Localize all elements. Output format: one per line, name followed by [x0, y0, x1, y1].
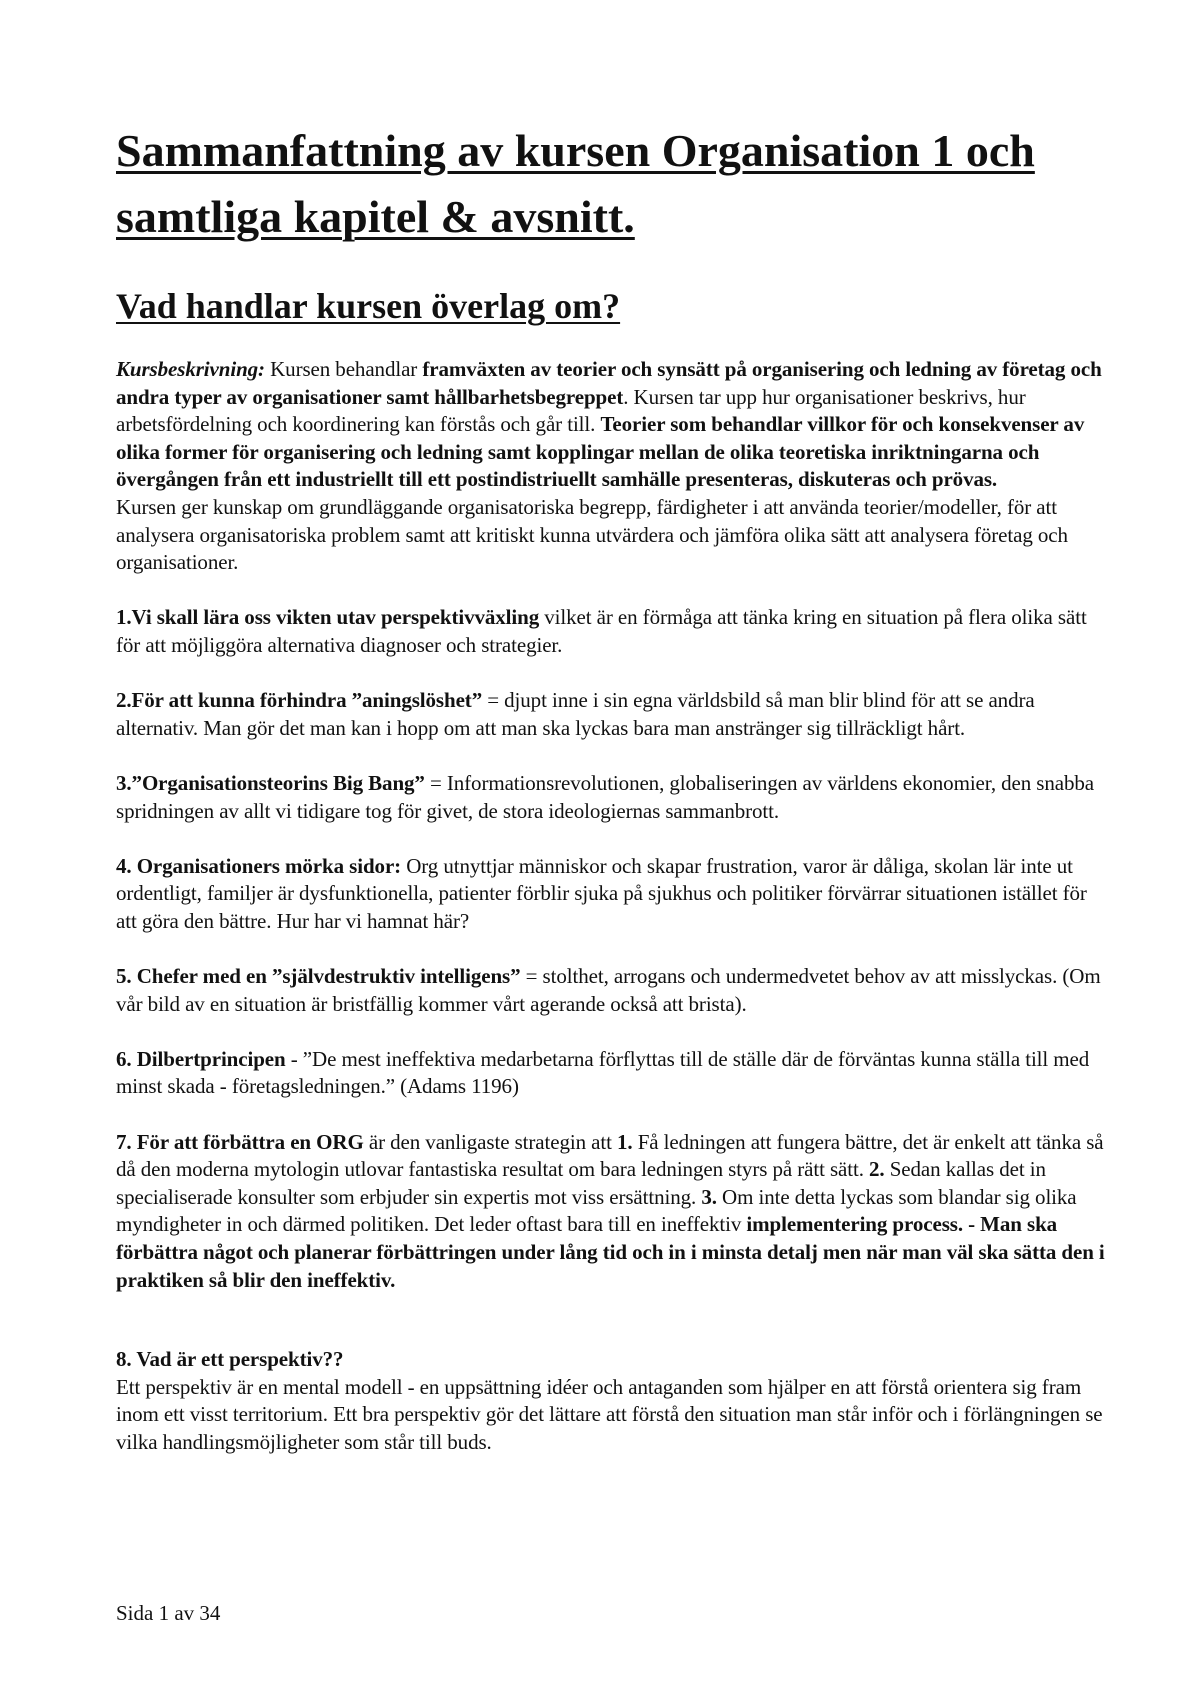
point-8-text: Ett perspektiv är en mental modell - en uppsättning idéer och antaganden som hjälper en att förstå orientera sig fram inom ett visst territorium. Ett bra perspektiv gör det lättare att förstå den situation man står inför och i förlängningen se vilka handlingsmöjligheter som står till buds. — [116, 1374, 1103, 1454]
document-content — [116, 118, 1106, 1457]
course-description-label: Kursbeskrivning: — [116, 357, 265, 381]
course-knowledge-paragraph: Kursen ger kunskap om grundläggande organisatoriska begrepp, färdigheter i att använda teorier/modeller, för att analysera organisatoriska problem samt att kritiskt kunna utvärdera och jämföra olika sätt att analysera företag och organisationer. — [116, 494, 1068, 575]
point-4: 4. Organisationers mörka sidor: Org utnyttjar människor och skapar frustration, varor är dåliga, skolan lär inte ut ordentligt, familjer är dysfunktionella, patienter förblir sjuka på sjukhus och politiker förvärrar situationen istället för att göra den bättre. Hur har vi hamnat här? — [116, 853, 1087, 933]
section-heading: Vad handlar kursen överlag om? — [116, 286, 621, 326]
point-8-heading: 8. Vad är ett perspektiv?? — [116, 1347, 344, 1372]
page-number: Sida 1 av 34 — [116, 1601, 221, 1625]
point-7: 7. För att förbättra en ORG är den vanligaste strategin att 1. Få ledningen att fungera bättre, det är enkelt att tänka så då den moderna mytologin utlovar fantastiska resultat om bara ledningen styrs på rätt sätt. 2. Sedan kallas det in specialiserade konsulter som erbjuder sin expertis mot viss ersättning. 3. Om inte detta lyckas som blandar sig olika myndigheter in och därmed politiken. Det leder oftast bara till en ineffektiv implementering process. - Man ska förbättra något och planerar förbättringen under lång tid och in i minsta detalj men när man väl ska sätta den i praktiken så blir den ineffektiv. — [116, 1129, 1105, 1292]
point-1: 1.Vi skall lära oss vikten utav perspektivväxling vilket är en förmåga att tänka kring en situation på flera olika sätt för att möjliggöra alternativa diagnoser och strategier. — [116, 605, 1087, 657]
point-3: 3.”Organisationsteorins Big Bang” = Informationsrevolutionen, globaliseringen av världens ekonomier, den snabba spridningen av allt vi tidigare tog för givet, de stora ideologiernas sammanbrott. — [116, 770, 1095, 823]
document-title: Sammanfattning av kursen Organisation 1 och samtliga kapitel & avsnitt. — [116, 125, 1035, 242]
point-2: 2.För att kunna förhindra ”aningslöshet” = djupt inne i sin egna världsbild så man blir blind för att se andra alternativ. Man gör det man kan i hopp om att man ska lyckas bara man anstränger sig tillräckligt hårt. — [116, 688, 1035, 740]
course-description-paragraph: Kursbeskrivning: Kursen behandlar framväxten av teorier och synsätt på organisering och ledning av företag och andra typer av organisationer samt hållbarhetsbegreppet. Kursen tar upp hur organisationer beskrivs, hur arbetsfördelning och koordinering kan förstås och går till. Teorier som behandlar villkor för och konsekvenser av olika former för organisering och ledning samt kopplingar mellan de olika teoretiska inriktningarna och övergången från ett industriellt till ett postindistriuellt samhälle presenteras, diskuteras och prövas. — [116, 357, 1102, 492]
point-6: 6. Dilbertprincipen - ”De mest ineffektiva medarbetarna förflyttas till de ställe där de förväntas kunna ställa till med minst skada - företagsledningen.” (Adams 1196) — [116, 1046, 1090, 1099]
point-5: 5. Chefer med en ”självdestruktiv intelligens” = stolthet, arrogans och undermedvetet behov av att misslyckas. (Om vår bild av en situation är bristfällig kommer vårt agerande också att brista). — [116, 964, 1101, 1016]
